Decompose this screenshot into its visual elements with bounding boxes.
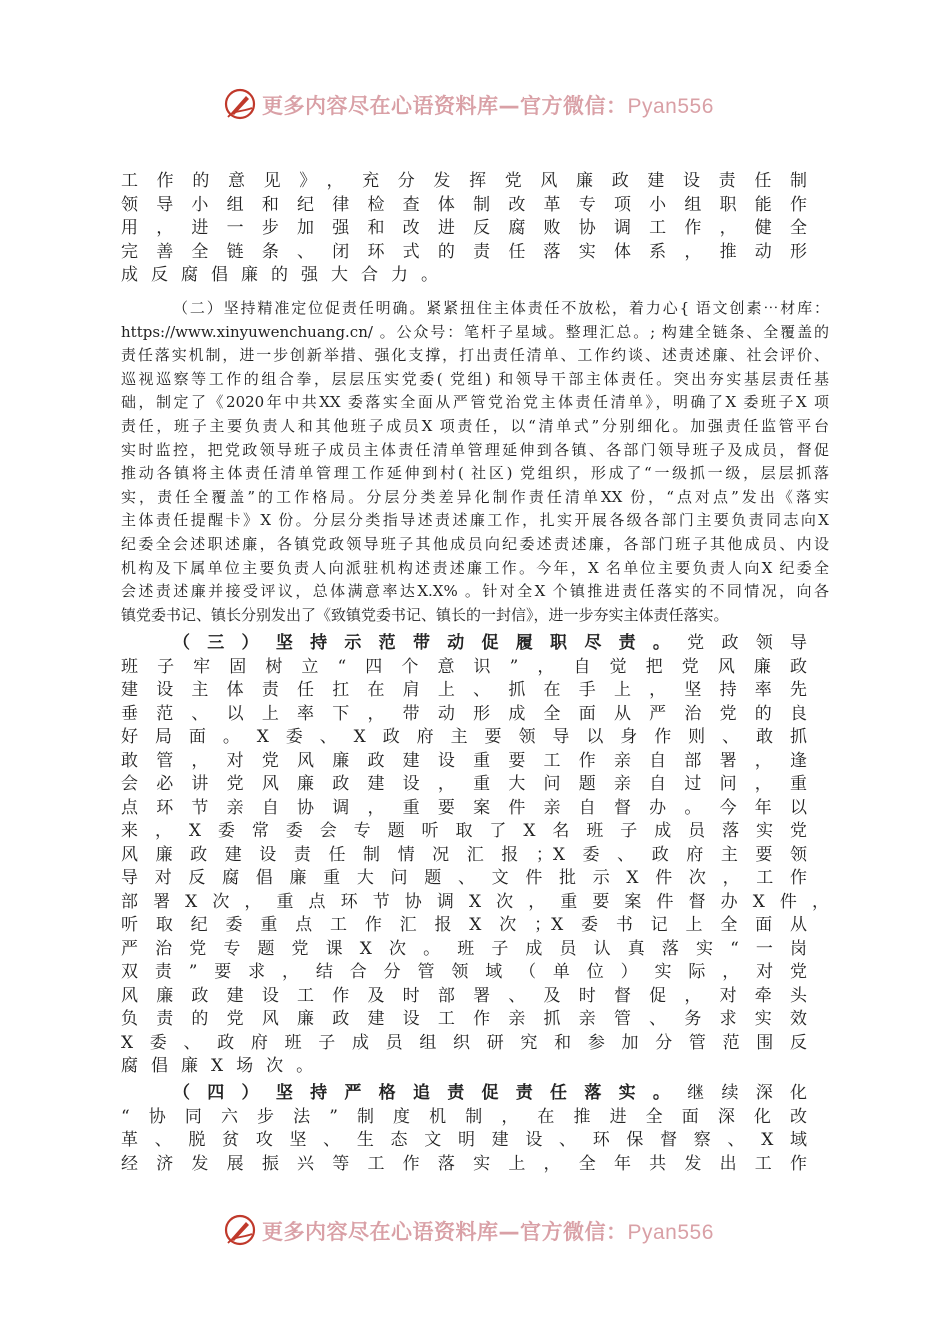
text-line: 会必讲党风廉政建设，重大问题亲自过问，重 xyxy=(121,774,807,794)
text-line: 革、脱贫攻坚、生态文明建设、环保督察、X域 xyxy=(121,1130,807,1150)
text-line: 负责的党风廉政建设工作亲抓亲管、务求实效 xyxy=(121,1009,807,1029)
text-line: 纪委全会述职述廉，各镇党政领导班子其他成员向纪委述责述廉，各部门班子其他成员、内设 xyxy=(121,534,829,553)
text-line: 来，X委常委会专题听取了X名班子成员落实党 xyxy=(121,821,807,841)
paragraph-3 xyxy=(121,632,829,1079)
text-line: 建设主体责任扛在肩上、抓在手上，坚持率先 xyxy=(121,680,807,700)
text-line: 腐倡廉X场次。 xyxy=(121,1056,327,1076)
text-line: 用，进一步加强和改进反腐败协调工作，健全 xyxy=(121,218,807,238)
text-line: （二）坚持精准定位促责任明确。紧紧扭住主体责任不放松，着力心{ 语文创素⋯材库： xyxy=(173,299,829,317)
footer-banner xyxy=(0,1210,950,1250)
text-line: 敢管，对党风廉政建设重要工作亲自部署，逢 xyxy=(121,750,807,771)
text-line: 经济发展振兴等工作落实上，全年共发出工作 xyxy=(121,1153,807,1174)
banner-text: 更多内容尽在心语资料库—官方微信：Pyan556 xyxy=(262,94,714,118)
text-line xyxy=(121,1082,807,1106)
text-line: 实时监控，把党政领导班子成员主体责任清单管理延伸到各镇、各部门领导班子及成员，督促 xyxy=(121,440,829,459)
text-line: 双责”要求，结合分管领域（单位）实际，对党 xyxy=(121,962,807,982)
text-line: 推动各镇将主体责任清单管理工作延伸到村( 社区) 党组织，形成了“一级抓一级，层层抓落 xyxy=(121,464,829,483)
text-line: 巡视巡察等工作的组合拳，层层压实党委( 党组) 和领导干部主体责任。突出夯实基层责任基 xyxy=(121,369,829,388)
paragraph-1 xyxy=(121,170,807,288)
text-line: 完善全链条、闭环式的责任落实体系，推动形 xyxy=(121,241,807,262)
text-line: 部署X次，重点环节协调X次，重要案件督办X件， xyxy=(121,891,829,912)
text-line: 主体责任提醒卡》X 份。分层分类指导述责述廉工作，扎实开展各级各部门主要负责同志向X xyxy=(121,511,829,530)
text-line: https://www.xinyuwenchuang.cn/ 。公众号：笔杆子星域。整理汇总。; 构建全链条、全覆盖的 xyxy=(121,322,829,341)
pen-logo-icon xyxy=(222,1212,258,1248)
text-line: 础，制定了《2020年中共XX 委落实全面从严管党治党主体责任清单》，明确了X 委班子X 项 xyxy=(121,393,829,412)
text-line: 垂范、以上率下，带动形成全面从严治党的良 xyxy=(121,703,807,724)
text-line: 镇党委书记、镇长分别发出了《致镇党委书记、镇长的一封信》，进一步夯实主体责任落实。 xyxy=(121,605,729,624)
text-line: 成反腐倡廉的强大合力。 xyxy=(121,265,451,285)
text-line: 工作的意见》，充分发挥党风廉政建设责任制 xyxy=(121,171,807,191)
text-line: 严治党专题党课X次。班子成员认真落实“一岗 xyxy=(121,938,807,959)
text-line: 机构及下属单位主要负责人向派驻机构述责述廉工作。今年，X 名单位主要负责人向X 纪委全 xyxy=(121,558,829,577)
section-heading-4: （四）坚持严格追责促责任落实。 xyxy=(173,1083,688,1103)
heading-continuation: 继续深化 xyxy=(687,1083,808,1103)
text-line: 听取纪委重点工作汇报X次；X委书记上全面从 xyxy=(121,915,807,935)
section-heading-3: （三）坚持示范带动促履职尽责。 xyxy=(173,633,688,653)
text-line: 领导小组和纪律检查体制改革专项小组职能作 xyxy=(121,194,807,215)
text-line: 责任，班子主要负责人和其他班子成员X 项责任，以“清单式”分别细化。加强责任监管平台 xyxy=(121,416,829,435)
text-line: 风廉政建设工作及时部署、及时督促，对牵头 xyxy=(121,985,807,1006)
text-line: 会述责述廉并接受评议，总体满意率达X.X% 。针对全X 个镇推进责任落实的不同情况，向各 xyxy=(121,582,829,601)
text-line: “协同六步法”制度机制，在推进全面深化改 xyxy=(121,1106,807,1127)
wechat-id: Pyan556 xyxy=(627,95,714,118)
paragraph-2 xyxy=(121,297,829,627)
text-line: 风廉政建设责任制情况汇报；X委、政府主要领 xyxy=(121,844,807,865)
text-line xyxy=(121,632,807,656)
pen-logo-icon xyxy=(222,86,258,122)
heading-continuation: 党政领导 xyxy=(687,633,808,653)
text-line: 班子牢固树立“四个意识”，自觉把党风廉政 xyxy=(121,656,807,677)
header-banner xyxy=(0,84,950,124)
banner-text: 更多内容尽在心语资料库—官方微信：Pyan556 xyxy=(262,1220,714,1244)
text-line: 点环节亲自协调，重要案件亲自督办。今年以 xyxy=(121,797,807,818)
text-line: 好局面。X委、X政府主要领导以身作则、敢抓 xyxy=(121,727,807,747)
text-line: 导对反腐倡廉重大问题、文件批示X件次，工作 xyxy=(121,868,807,888)
text-line: 责任落实机制，进一步创新举措、强化支撑，打出责任清单、工作约谈、述责述廉、社会评价、 xyxy=(121,346,829,365)
text-line: X委、政府班子成员组织研究和参加分管范围反 xyxy=(121,1032,807,1053)
wechat-id: Pyan556 xyxy=(627,1221,714,1244)
paragraph-4 xyxy=(121,1082,807,1176)
text-line: 实，责任全覆盖”的工作格局。分层分类差异化制作责任清单XX 份，“点对点”发出《落实 xyxy=(121,487,829,506)
